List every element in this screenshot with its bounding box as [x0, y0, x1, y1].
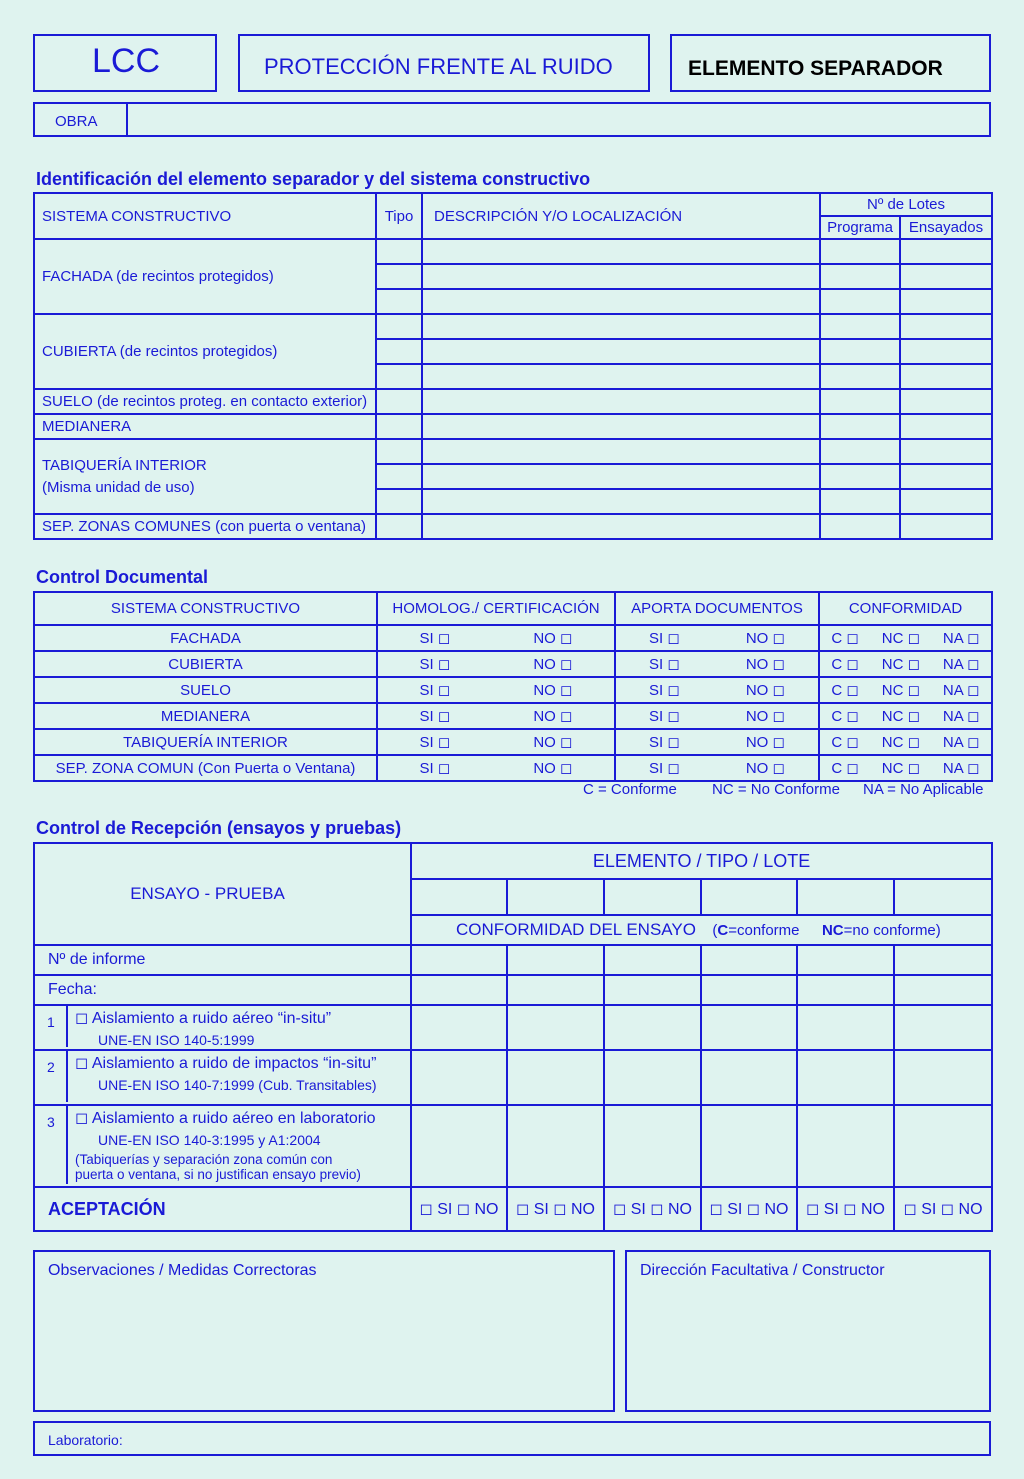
- c-checkbox[interactable]: C ◻: [831, 708, 859, 725]
- doc-row-label: TABIQUERÍA INTERIOR: [34, 729, 377, 755]
- no-checkbox[interactable]: NO ◻: [533, 734, 573, 751]
- si-checkbox[interactable]: SI ◻: [419, 630, 451, 647]
- doc-row-label: CUBIERTA: [34, 651, 377, 677]
- c-checkbox[interactable]: C ◻: [831, 760, 859, 777]
- test-note-2: puerta o ventana, si no justifican ensayo previo): [75, 1167, 361, 1182]
- tipo-cell[interactable]: [376, 264, 422, 289]
- test-name[interactable]: ◻ Aislamiento a ruido aéreo en laboratorio: [75, 1110, 376, 1127]
- ensayados-cell[interactable]: [900, 489, 992, 514]
- informe-cell[interactable]: [894, 945, 992, 975]
- result-cell[interactable]: [894, 1050, 992, 1105]
- table-row: [34, 625, 992, 651]
- doc-row-label: SEP. ZONA COMUN (Con Puerta o Ventana): [34, 755, 377, 781]
- programa-cell[interactable]: [820, 489, 900, 514]
- fecha-cell[interactable]: [894, 975, 992, 1005]
- table-row: [34, 1187, 992, 1231]
- nc-checkbox[interactable]: NC ◻: [881, 734, 921, 751]
- test-norm: UNE-EN ISO 140-7:1999 (Cub. Transitables): [98, 1077, 377, 1093]
- legend-nc: NC = No Conforme: [712, 781, 840, 798]
- elemento-cell[interactable]: [604, 879, 701, 915]
- conf-c: C: [717, 922, 729, 939]
- fecha-cell[interactable]: [797, 975, 894, 1005]
- descripcion-cell[interactable]: [422, 414, 820, 439]
- na-checkbox[interactable]: NA ◻: [942, 630, 980, 647]
- ensayados-cell[interactable]: [900, 514, 992, 539]
- conf-open: (: [712, 922, 718, 939]
- recepcion-title: Control de Recepción (ensayos y pruebas): [36, 818, 402, 838]
- logo-box: [33, 34, 217, 92]
- conformidad-label: CONFORMIDAD DEL ENSAYO: [456, 920, 696, 939]
- ensayados-cell[interactable]: [900, 364, 992, 389]
- table-row: [34, 1050, 992, 1105]
- aceptacion-label: ACEPTACIÓN: [34, 1187, 411, 1231]
- direccion-label: Dirección Facultativa / Constructor: [640, 1262, 885, 1279]
- obra-label: OBRA: [55, 113, 98, 130]
- na-checkbox[interactable]: NA ◻: [942, 682, 980, 699]
- col-tipo-header: Tipo: [376, 193, 422, 239]
- page-title: PROTECCIÓN FRENTE AL RUIDO: [264, 54, 613, 79]
- si-checkbox[interactable]: SI ◻: [419, 708, 451, 725]
- result-cell[interactable]: [701, 1105, 797, 1187]
- tipo-cell[interactable]: [376, 414, 422, 439]
- fecha-label: Fecha:: [34, 975, 411, 1005]
- fecha-cell[interactable]: [411, 975, 507, 1005]
- si-checkbox[interactable]: SI ◻: [649, 656, 680, 673]
- programa-cell[interactable]: [820, 414, 900, 439]
- table-row: [34, 729, 992, 755]
- col-lotes-header: Nº de Lotes: [820, 193, 992, 216]
- legend-na: NA = No Aplicable: [863, 781, 984, 798]
- ensayados-cell[interactable]: [900, 239, 992, 264]
- programa-cell[interactable]: [820, 289, 900, 314]
- ensayados-cell[interactable]: [900, 314, 992, 339]
- descripcion-cell[interactable]: [422, 339, 820, 364]
- na-checkbox[interactable]: NA ◻: [942, 708, 980, 725]
- tipo-cell[interactable]: [376, 239, 422, 264]
- result-cell[interactable]: [507, 1105, 604, 1187]
- result-cell[interactable]: [894, 1005, 992, 1050]
- nc-checkbox[interactable]: NC ◻: [881, 630, 921, 647]
- ensayados-cell[interactable]: [900, 289, 992, 314]
- test-norm: UNE-EN ISO 140-5:1999: [98, 1032, 255, 1048]
- conf-nc-rest: =no conforme): [843, 922, 941, 939]
- identificacion-title: Identificación del elemento separador y del sistema constructivo: [36, 169, 591, 189]
- nc-checkbox[interactable]: NC ◻: [881, 708, 921, 725]
- no-checkbox[interactable]: NO ◻: [745, 682, 785, 699]
- na-checkbox[interactable]: NA ◻: [942, 734, 980, 751]
- descripcion-cell[interactable]: [422, 239, 820, 264]
- si-checkbox[interactable]: SI ◻: [649, 708, 680, 725]
- result-cell[interactable]: [701, 1005, 797, 1050]
- doc-col-homolog: HOMOLOG./ CERTIFICACIÓN: [377, 592, 615, 625]
- elemento-tipo-lote-header: ELEMENTO / TIPO / LOTE: [411, 843, 992, 879]
- tipo-cell[interactable]: [376, 464, 422, 489]
- table-row: [34, 1105, 992, 1187]
- result-cell[interactable]: [604, 1005, 701, 1050]
- descripcion-cell[interactable]: [422, 314, 820, 339]
- programa-cell[interactable]: [820, 364, 900, 389]
- laboratorio-label: Laboratorio:: [48, 1432, 123, 1448]
- col-sistema-header: SISTEMA CONSTRUCTIVO: [34, 193, 376, 239]
- descripcion-cell[interactable]: [422, 264, 820, 289]
- informe-cell[interactable]: [701, 945, 797, 975]
- fecha-cell[interactable]: [507, 975, 604, 1005]
- tabiqueria-label: TABIQUERÍA INTERIOR: [42, 456, 207, 474]
- si-checkbox[interactable]: SI ◻: [649, 682, 680, 699]
- no-checkbox[interactable]: NO ◻: [745, 630, 785, 647]
- documental-title: Control Documental: [36, 567, 209, 587]
- descripcion-cell[interactable]: [422, 464, 820, 489]
- elemento-cell[interactable]: [411, 879, 507, 915]
- si-checkbox[interactable]: SI ◻: [649, 760, 680, 777]
- si-checkbox[interactable]: SI ◻: [419, 682, 451, 699]
- test-3: [34, 1105, 411, 1187]
- informe-cell[interactable]: [604, 945, 701, 975]
- test-name[interactable]: ◻ Aislamiento a ruido de impactos “in-situ”: [75, 1055, 377, 1072]
- na-checkbox[interactable]: NA ◻: [942, 760, 980, 777]
- direccion-box[interactable]: [625, 1250, 991, 1412]
- no-checkbox[interactable]: NO ◻: [533, 682, 573, 699]
- ensayados-cell[interactable]: [900, 414, 992, 439]
- row-label-medianera: MEDIANERA: [34, 414, 376, 439]
- tipo-cell[interactable]: [376, 314, 422, 339]
- tipo-cell[interactable]: [376, 339, 422, 364]
- descripcion-cell[interactable]: [422, 514, 820, 539]
- test-name[interactable]: ◻ Aislamiento a ruido aéreo “in-situ”: [75, 1010, 332, 1027]
- ensayo-prueba-header: ENSAYO - PRUEBA: [34, 843, 411, 945]
- elemento-cell[interactable]: [701, 879, 797, 915]
- ensayados-cell[interactable]: [900, 339, 992, 364]
- test-1: [34, 1005, 411, 1050]
- observaciones-label: Observaciones / Medidas Correctoras: [48, 1262, 317, 1279]
- descripcion-cell[interactable]: [422, 289, 820, 314]
- descripcion-cell[interactable]: [422, 489, 820, 514]
- table-row: [34, 1005, 992, 1050]
- c-checkbox[interactable]: C ◻: [831, 630, 859, 647]
- row-label-tabiqueria: [34, 439, 376, 514]
- n-informe-label: Nº de informe: [34, 945, 411, 975]
- programa-cell[interactable]: [820, 314, 900, 339]
- doc-col-aporta: APORTA DOCUMENTOS: [615, 592, 819, 625]
- obra-label-cell: [35, 104, 128, 135]
- table-row: [34, 975, 992, 1005]
- ensayados-cell[interactable]: [900, 264, 992, 289]
- aceptacion-option[interactable]: ◻ SI ◻ NO: [507, 1187, 604, 1231]
- table-row: [34, 677, 992, 703]
- test-number: 3: [47, 1114, 55, 1130]
- observaciones-box[interactable]: [33, 1250, 615, 1412]
- tipo-cell[interactable]: [376, 514, 422, 539]
- subtitle-box: [670, 34, 991, 92]
- result-cell[interactable]: [797, 1105, 894, 1187]
- result-cell[interactable]: [604, 1105, 701, 1187]
- doc-row-label: FACHADA: [34, 625, 377, 651]
- informe-cell[interactable]: [411, 945, 507, 975]
- no-checkbox[interactable]: NO ◻: [533, 630, 573, 647]
- no-checkbox[interactable]: NO ◻: [533, 656, 573, 673]
- legend-c: C = Conforme: [583, 781, 677, 798]
- na-checkbox[interactable]: NA ◻: [942, 656, 980, 673]
- si-checkbox[interactable]: SI ◻: [419, 734, 451, 751]
- col-descripcion-header: DESCRIPCIÓN Y/O LOCALIZACIÓN: [422, 193, 820, 239]
- table-row: [34, 755, 992, 781]
- fecha-cell[interactable]: [604, 975, 701, 1005]
- no-checkbox[interactable]: NO ◻: [745, 656, 785, 673]
- fecha-cell[interactable]: [701, 975, 797, 1005]
- result-cell[interactable]: [604, 1050, 701, 1105]
- programa-cell[interactable]: [820, 514, 900, 539]
- programa-cell[interactable]: [820, 264, 900, 289]
- aceptacion-option[interactable]: ◻ SI ◻ NO: [604, 1187, 701, 1231]
- tipo-cell[interactable]: [376, 289, 422, 314]
- page-subtitle: ELEMENTO SEPARADOR: [688, 57, 943, 80]
- conformidad-header: [411, 915, 992, 945]
- result-cell[interactable]: [507, 1050, 604, 1105]
- programa-cell[interactable]: [820, 439, 900, 464]
- tipo-cell[interactable]: [376, 364, 422, 389]
- informe-cell[interactable]: [507, 945, 604, 975]
- c-checkbox[interactable]: C ◻: [831, 734, 859, 751]
- programa-cell[interactable]: [820, 339, 900, 364]
- row-label-cubierta: CUBIERTA (de recintos protegidos): [34, 314, 376, 389]
- programa-cell[interactable]: [820, 239, 900, 264]
- test-number: 1: [47, 1014, 55, 1030]
- row-label-suelo: SUELO (de recintos proteg. en contacto exterior): [34, 389, 376, 414]
- elemento-cell[interactable]: [894, 879, 992, 915]
- col-programa-header: Programa: [820, 216, 900, 239]
- doc-row-label: MEDIANERA: [34, 703, 377, 729]
- programa-cell[interactable]: [820, 389, 900, 414]
- table-row: [34, 703, 992, 729]
- recepcion-table: [33, 842, 993, 1232]
- no-checkbox[interactable]: NO ◻: [745, 708, 785, 725]
- c-checkbox[interactable]: C ◻: [831, 682, 859, 699]
- aceptacion-option[interactable]: ◻ SI ◻ NO: [797, 1187, 894, 1231]
- documental-table: [33, 591, 993, 782]
- table-row: [34, 651, 992, 677]
- title-box: [238, 34, 650, 92]
- si-checkbox[interactable]: SI ◻: [419, 760, 451, 777]
- aceptacion-option[interactable]: ◻ SI ◻ NO: [894, 1187, 992, 1231]
- tipo-cell[interactable]: [376, 389, 422, 414]
- ensayados-cell[interactable]: [900, 464, 992, 489]
- tabiqueria-label-2: (Misma unidad de uso): [42, 478, 195, 496]
- result-cell[interactable]: [797, 1050, 894, 1105]
- result-cell[interactable]: [411, 1105, 507, 1187]
- informe-cell[interactable]: [797, 945, 894, 975]
- aceptacion-option[interactable]: ◻ SI ◻ NO: [411, 1187, 507, 1231]
- doc-row-label: SUELO: [34, 677, 377, 703]
- aceptacion-option[interactable]: ◻ SI ◻ NO: [701, 1187, 797, 1231]
- row-label-fachada: FACHADA (de recintos protegidos): [34, 239, 376, 314]
- result-cell[interactable]: [894, 1105, 992, 1187]
- test-number: 2: [47, 1059, 55, 1075]
- si-checkbox[interactable]: SI ◻: [649, 630, 680, 647]
- no-checkbox[interactable]: NO ◻: [533, 760, 573, 777]
- result-cell[interactable]: [411, 1050, 507, 1105]
- obra-field[interactable]: [130, 104, 985, 135]
- test-norm: UNE-EN ISO 140-3:1995 y A1:2004: [98, 1132, 321, 1148]
- result-cell[interactable]: [797, 1005, 894, 1050]
- identificacion-table: [33, 192, 993, 540]
- result-cell[interactable]: [507, 1005, 604, 1050]
- ensayados-cell[interactable]: [900, 439, 992, 464]
- descripcion-cell[interactable]: [422, 364, 820, 389]
- row-label-sep-zonas: SEP. ZONAS COMUNES (con puerta o ventana): [34, 514, 376, 539]
- nc-checkbox[interactable]: NC ◻: [881, 656, 921, 673]
- descripcion-cell[interactable]: [422, 439, 820, 464]
- no-checkbox[interactable]: NO ◻: [533, 708, 573, 725]
- doc-col-conformidad: CONFORMIDAD: [819, 592, 992, 625]
- table-row: [34, 945, 992, 975]
- si-checkbox[interactable]: SI ◻: [419, 656, 451, 673]
- laboratorio-box[interactable]: [33, 1421, 991, 1456]
- programa-cell[interactable]: [820, 464, 900, 489]
- nc-checkbox[interactable]: NC ◻: [881, 682, 921, 699]
- logo-text: LCC: [92, 42, 161, 80]
- nc-checkbox[interactable]: NC ◻: [881, 760, 921, 777]
- no-checkbox[interactable]: NO ◻: [745, 760, 785, 777]
- result-cell[interactable]: [411, 1005, 507, 1050]
- test-note: (Tabiquerías y separación zona común con: [75, 1152, 333, 1167]
- conf-c-rest: =conforme: [728, 922, 800, 939]
- result-cell[interactable]: [701, 1050, 797, 1105]
- c-checkbox[interactable]: C ◻: [831, 656, 859, 673]
- ensayados-cell[interactable]: [900, 389, 992, 414]
- col-ensayados-header: Ensayados: [900, 216, 992, 239]
- si-checkbox[interactable]: SI ◻: [649, 734, 680, 751]
- no-checkbox[interactable]: NO ◻: [745, 734, 785, 751]
- doc-col-sistema: SISTEMA CONSTRUCTIVO: [34, 592, 377, 625]
- elemento-cell[interactable]: [507, 879, 604, 915]
- tipo-cell[interactable]: [376, 489, 422, 514]
- elemento-cell[interactable]: [797, 879, 894, 915]
- obra-row: [33, 102, 991, 137]
- conf-nc: NC: [821, 922, 844, 939]
- tipo-cell[interactable]: [376, 439, 422, 464]
- descripcion-cell[interactable]: [422, 389, 820, 414]
- test-2: [34, 1050, 411, 1105]
